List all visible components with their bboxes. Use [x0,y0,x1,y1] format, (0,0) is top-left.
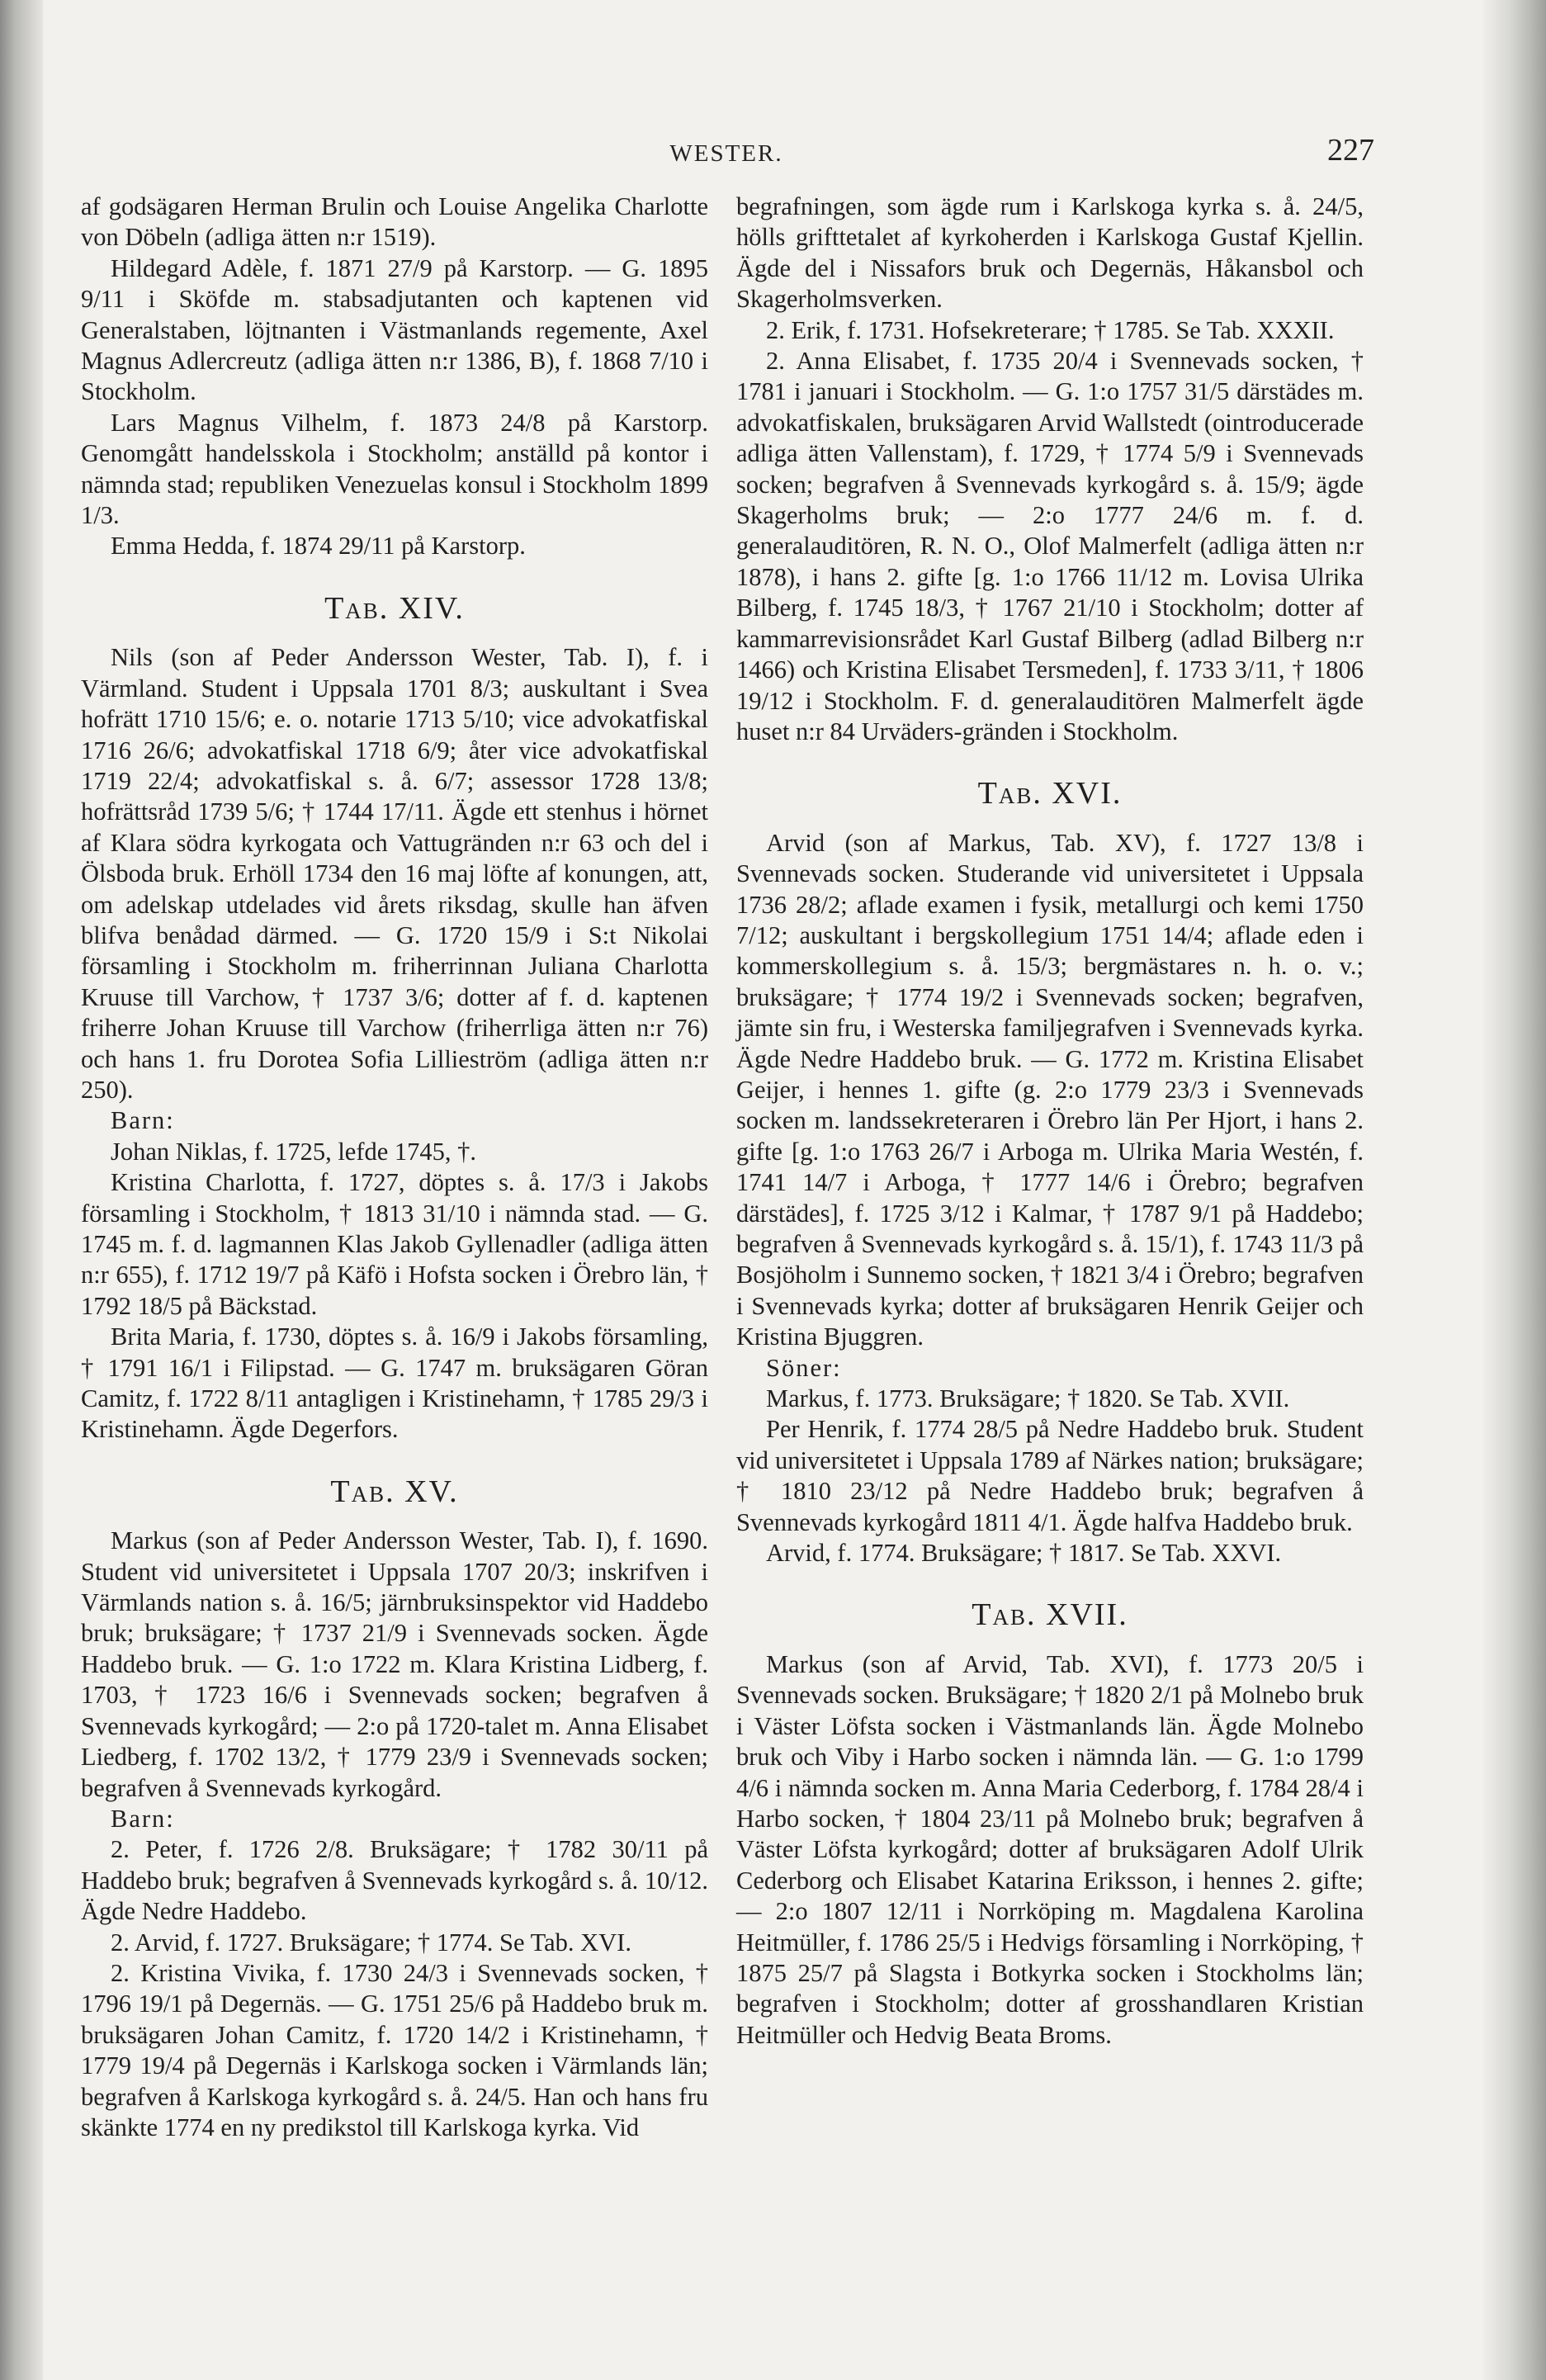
paragraph-continued: begrafningen, som ägde rum i Karlskoga kyrka s. å. 24/5, hölls grifttetalet af kyrkoherden i Karlskoga Gustaf Kjellin. Ägde del i Nissafors bruk och Degernäs, Håkansbol och Skagerholmsverken. [736,192,1364,314]
running-head: WESTER. [669,140,783,167]
entry-emma-hedda: Emma Hedda, f. 1874 29/11 på Karstorp. [111,532,526,561]
section-heading-tab-xiv: Tab. XIV. [324,590,465,626]
entry-arvid-son: Arvid, f. 1774. Bruksägare; † 1817. Se Tab. XXVI. [766,1539,1282,1568]
page-fore-edge [1483,0,1546,2380]
entry-hildegard: Hildegard Adèle, f. 1871 27/9 på Karstorp. — G. 1895 9/11 i Sköfde m. stabsadjutanten och kaptenen vid Generalstaben, löjtnanten i Västmanlands regemente, Axel Magnus Adlercreutz (adliga ätten n:r 1386, B), f. 1868 7/10 i Stockholm. [81,253,708,406]
section-heading-tab-xvi: Tab. XVI. [977,776,1123,811]
left-text-column [81,192,708,2143]
section-heading-tab-xv: Tab. XV. [330,1474,459,1509]
section-heading-tab-xvii: Tab. XVII. [972,1597,1128,1633]
entry-markus-tab-xvii: Markus (son af Arvid, Tab. XVI), f. 1773 20/5 i Svennevads socken. Bruksägare; † 1820 2/1 på Molnebo bruk i Väster Löfsta socken i Västmanlands län. Ägde Molnebo bruk och Viby i Harbo socken i nämnda län. — G. 1:o 1799 4/6 i nämnda socken m. Anna Maria Cederborg, f. 1784 28/4 i Harbo socken, † 1804 23/11 på Molnebo bruk; begrafven å Väster Löfsta kyrkogård; dotter af bruksägaren Adolf Ulrik Cederborg och Elisabet Katarina Eriksson, i hennes 2. gifte; — 2:o 1807 12/11 i Norrköping m. Magdalena Karolina Heitmüller, f. 1786 25/5 i Hedvigs församling i Norrköping, † 1875 25/7 på Slagsta i Botkyrka socken i Stockholms län; begrafven i Stockholm; dotter af grosshandlaren Kristian Heitmüller och Hedvig Beata Broms. [736,1649,1364,2049]
page-number: 227 [1327,133,1374,168]
entry-brita-maria: Brita Maria, f. 1730, döptes s. å. 16/9 i Jakobs församling, † 1791 16/1 i Filipstad. — G. 1747 m. bruksägaren Göran Camitz, f. 1722 8/11 antagligen i Kristinehamn, † 1785 29/3 i Kristinehamn. Ägde Degerfors. [81,1322,708,1444]
entry-anna-elisabet: 2. Anna Elisabet, f. 1735 20/4 i Svennevads socken, † 1781 i januari i Stockholm. — G. 1:o 1757 31/5 därstädes m. advokatfiskalen, bruksägaren Arvid Wallstedt (ointroducerade adliga ätten Vallenstam), f. 1729, † 1774 5/9 i Svennevads socken; begrafven å Svennevads kyrkogård s. å. 15/9; ägde Skagerholms bruk; — 2:o 1777 24/6 m. f. d. generalauditören, R. N. O., Olof Malmerfelt (adliga ätten n:r 1878), i hans 2. gifte [g. 1:o 1766 11/12 m. Lovisa Ulrika Bilberg, f. 1745 18/3, † 1767 21/10 i Stockholm; dotter af kammarrevisionsrådet Karl Gustaf Bilberg (adlad Bilberg n:r 1466) och Kristina Elisabet Tersmeden], f. 1733 3/11, † 1806 19/12 i Stockholm. F. d. generalauditören Malmerfelt ägde huset n:r 84 Urväders-gränden i Stockholm. [736,347,1364,745]
entry-erik: 2. Erik, f. 1731. Hofsekreterare; † 1785. Se Tab. XXXII. [766,315,1335,344]
entry-arvid: 2. Arvid, f. 1727. Bruksägare; † 1774. Se Tab. XVI. [111,1928,631,1957]
entry-per-henrik: Per Henrik, f. 1774 28/5 på Nedre Haddebo bruk. Student vid universitetet i Uppsala 1789 af Närkes nation; bruksägare; † 1810 23/12 på Nedre Haddebo bruk; begrafven å Svennevads kyrkogård 1811 4/1. Ägde halfva Haddebo bruk. [736,1415,1364,1536]
entry-peter: 2. Peter, f. 1726 2/8. Bruksägare; † 1782 30/11 på Haddebo bruk; begrafven å Svennevads kyrkogård s. å. 10/12. Ägde Nedre Haddebo. [81,1835,708,1926]
entry-kristina-charlotta: Kristina Charlotta, f. 1727, döptes s. å. 17/3 i Jakobs församling i Stockholm, † 1813 31/10 i nämnda stad. — G. 1745 m. f. d. lagmannen Klas Jakob Gyllenadler (adliga ätten n:r 655), f. 1712 19/7 på Käfö i Hofsta socken i Örebro län, † 1792 18/5 på Bäckstad. [81,1168,708,1320]
children-label: Barn: [111,1106,175,1135]
sons-label: Söner: [766,1353,842,1382]
entry-nils: Nils (son af Peder Andersson Wester, Tab. I), f. i Värmland. Student i Uppsala 1701 8/3; auskultant i Svea hofrätt 1710 15/6; e. o. notarie 1713 5/10; vice advokatfiskal 1716 26/6; advokatfiskal 1718 6/9; åter vice advokatfiskal 1719 22/4; advokatfiskal s. å. 6/7; assessor 1728 13/8; hofrättsråd 1739 5/6; † 1744 17/11. Ägde ett stenhus i hörnet af Klara södra kyrkogata och Vattugränden n:r 63 och del i Ölsboda bruk. Erhöll 1734 den 16 maj löfte af konungen, att, om adelskap utdelades vid årets riksdag, skulle han äfven blifva benådad därmed. — G. 1720 15/9 i S:t Nikolai församling i Stockholm m. friherrinnan Juliana Charlotta Kruuse till Varchow, † 1737 3/6; dotter af f. d. kaptenen friherre Johan Kruuse till Varchow (friherrliga ätten n:r 76) och hans 1. fru Dorotea Sofia Lillieström (adliga ätten n:r 250). [81,643,708,1104]
entry-johan-niklas: Johan Niklas, f. 1725, lefde 1745, †. [111,1137,477,1166]
right-text-column [736,192,1364,2051]
entry-markus-tab-xv: Markus (son af Peder Andersson Wester, Tab. I), f. 1690. Student vid universitetet i Uppsala 1707 20/3; inskrifven i Värmlands nation s. å. 16/5; järnbruksinspektor vid Haddebo bruk; bruksägare; † 1737 21/9 i Svennevads socken. Ägde Haddebo bruk. — G. 1:o 1722 m. Klara Kristina Lidberg, f. 1703, † 1723 16/6 i Svennevads socken; begrafven å Svennevads kyrkogård; — 2:o på 1720-talet m. Anna Elisabet Liedberg, f. 1702 13/2, † 1779 23/9 i Svennevads socken; begrafven å Svennevads kyrkogård. [81,1526,708,1802]
entry-arvid-tab-xvi: Arvid (son af Markus, Tab. XV), f. 1727 13/8 i Svennevads socken. Studerande vid universitetet i Uppsala 1736 28/2; aflade examen i fysik, metallurgi och kemi 1750 7/12; auskultant i bergskollegium 1751 14/4; aflade eden i kommerskollegium s. å. 15/3; bergmästares n. h. o. v.; bruksägare; † 1774 19/2 i Svennevads socken; begrafven, jämte sin fru, i Westerska familjegrafven i Svennevads kyrka. Ägde Nedre Haddebo bruk. — G. 1772 m. Kristina Elisabet Geijer, i hennes 1. gifte (g. 2:o 1779 23/3 i Svennevads socken m. landssekreteraren i Örebro län Per Hjort, i hans 2. gifte [g. 1:o 1763 26/7 i Arboga m. Ulrika Maria Westén, f. 1741 14/7 i Arboga, † 1777 14/6 i Örebro; begrafven därstädes], f. 1725 3/12 i Kalmar, † 1787 9/1 på Haddebo; begrafven å Svennevads kyrkogård s. å. 15/1), f. 1743 11/3 på Bosjöholm i Sunnemo socken, † 1821 3/4 i Örebro; begrafven i Svennevads kyrka; dotter af bruksägaren Henrik Geijer och Kristina Bjuggren. [736,828,1364,1351]
children-label: Barn: [111,1804,175,1833]
page-header [78,132,1374,173]
entry-markus-son: Markus, f. 1773. Bruksägare; † 1820. Se Tab. XVII. [766,1384,1290,1413]
paragraph: af godsägaren Herman Brulin och Louise Angelika Charlotte von Döbeln (adliga ätten n:r 1519). [81,192,708,252]
book-gutter-shadow [0,0,43,2380]
entry-kristina-vivika: 2. Kristina Vivika, f. 1730 24/3 i Svennevads socken, † 1796 19/1 på Degernäs. — G. 1751 25/6 på Haddebo bruk m. bruksägaren Johan Camitz, f. 1720 14/2 i Kristinehamn, † 1779 19/4 på Degernäs i Karlskoga socken i Värmlands län; begrafven å Karlskoga kyrkogård s. å. 24/5. Han och hans fru skänkte 1774 en ny predikstol till Karlskoga kyrka. Vid [81,1958,708,2141]
entry-lars-magnus: Lars Magnus Vilhelm, f. 1873 24/8 på Karstorp. Genomgått handelsskola i Stockholm; anställd på kontor i nämnda stad; republiken Venezuelas konsul i Stockholm 1899 1/3. [81,408,708,530]
